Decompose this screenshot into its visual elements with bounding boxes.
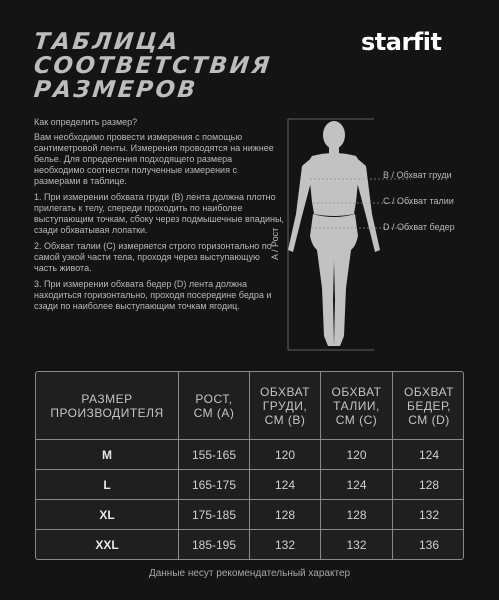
row-chest: 132 bbox=[250, 530, 321, 560]
instructions-question: Как определить размер? bbox=[34, 117, 138, 127]
row-waist: 120 bbox=[321, 440, 393, 470]
row-hips: 136 bbox=[418, 538, 440, 552]
row-chest: 120 bbox=[250, 440, 321, 470]
row-waist: 132 bbox=[321, 530, 393, 560]
hips-label: D / Обхват бедер bbox=[383, 222, 455, 232]
row-size: XL bbox=[36, 500, 179, 530]
size-table bbox=[35, 371, 464, 560]
row-height: 175-185 bbox=[179, 500, 250, 530]
row-hips: 128 bbox=[393, 470, 464, 500]
row-waist: 124 bbox=[321, 470, 393, 500]
row-size: M bbox=[36, 440, 179, 470]
instructions-step-3: 3. При измерении обхвата бедер (D) лента должна находиться горизонтально, проходя посередине бедра и сзади по наиболее выступающим точкам ягодиц. bbox=[34, 279, 272, 311]
header-waist: ОБХВАТ ТАЛИИ, СМ (С) bbox=[321, 372, 393, 440]
row-chest: 128 bbox=[250, 500, 321, 530]
page-title bbox=[34, 30, 272, 102]
row-height: 185-195 bbox=[179, 530, 250, 560]
row-height: 155-165 bbox=[179, 440, 250, 470]
body-figure-area bbox=[256, 110, 496, 360]
row-hips: 132 bbox=[393, 500, 464, 530]
instructions-step-2: 2. Обхват талии (C) измеряется строго горизонтально по самой узкой части тела, проходя через выступающую часть живота. bbox=[34, 241, 272, 273]
row-size: XXL bbox=[36, 530, 179, 560]
row-size: L bbox=[36, 470, 179, 500]
header-hips: ОБХВАТ БЕДЕР, СМ (D) bbox=[393, 372, 464, 440]
row-chest: 124 bbox=[250, 470, 321, 500]
title-line-2: СООТВЕТСТВИЯ bbox=[32, 53, 274, 79]
chest-label: B / Обхват груди bbox=[383, 170, 452, 180]
waist-label: C / Обхват талии bbox=[383, 196, 454, 206]
header-chest: ОБХВАТ ГРУДИ, СМ (В) bbox=[250, 372, 321, 440]
header-height: РОСТ, СМ (А) bbox=[179, 372, 250, 440]
header-size: РАЗМЕР ПРОИЗВОДИТЕЛЯ bbox=[36, 372, 179, 440]
brand-logo: starfit bbox=[361, 28, 442, 56]
human-silhouette bbox=[288, 121, 380, 346]
title-line-1: ТАБЛИЦА bbox=[32, 29, 182, 55]
body-figure bbox=[256, 110, 496, 360]
height-label: A / Рост bbox=[270, 227, 280, 260]
instructions-step-1: 1. При измерении обхвата груди (B) лента должна плотно прилегать к телу, спереди проходить по наиболее выступающим точкам, сбоку через подмышечные впадины, сзади обхватывая лопатки. bbox=[34, 192, 284, 235]
row-hips: 124 bbox=[393, 440, 464, 470]
title-line-3: РАЗМЕРОВ bbox=[32, 77, 199, 103]
row-waist: 128 bbox=[321, 500, 393, 530]
instructions-intro: Вам необходимо провести измерения с помощью сантиметровой ленты. Измерения проводятся на нижнее белье. Для определения подходящего размера необходимо соотнести полученные измерения с размерами в таблице. bbox=[34, 132, 274, 186]
row-height: 165-175 bbox=[179, 470, 250, 500]
footnote: Данные несут рекомендательный характер bbox=[148, 568, 351, 579]
measurement-instructions bbox=[34, 117, 284, 317]
